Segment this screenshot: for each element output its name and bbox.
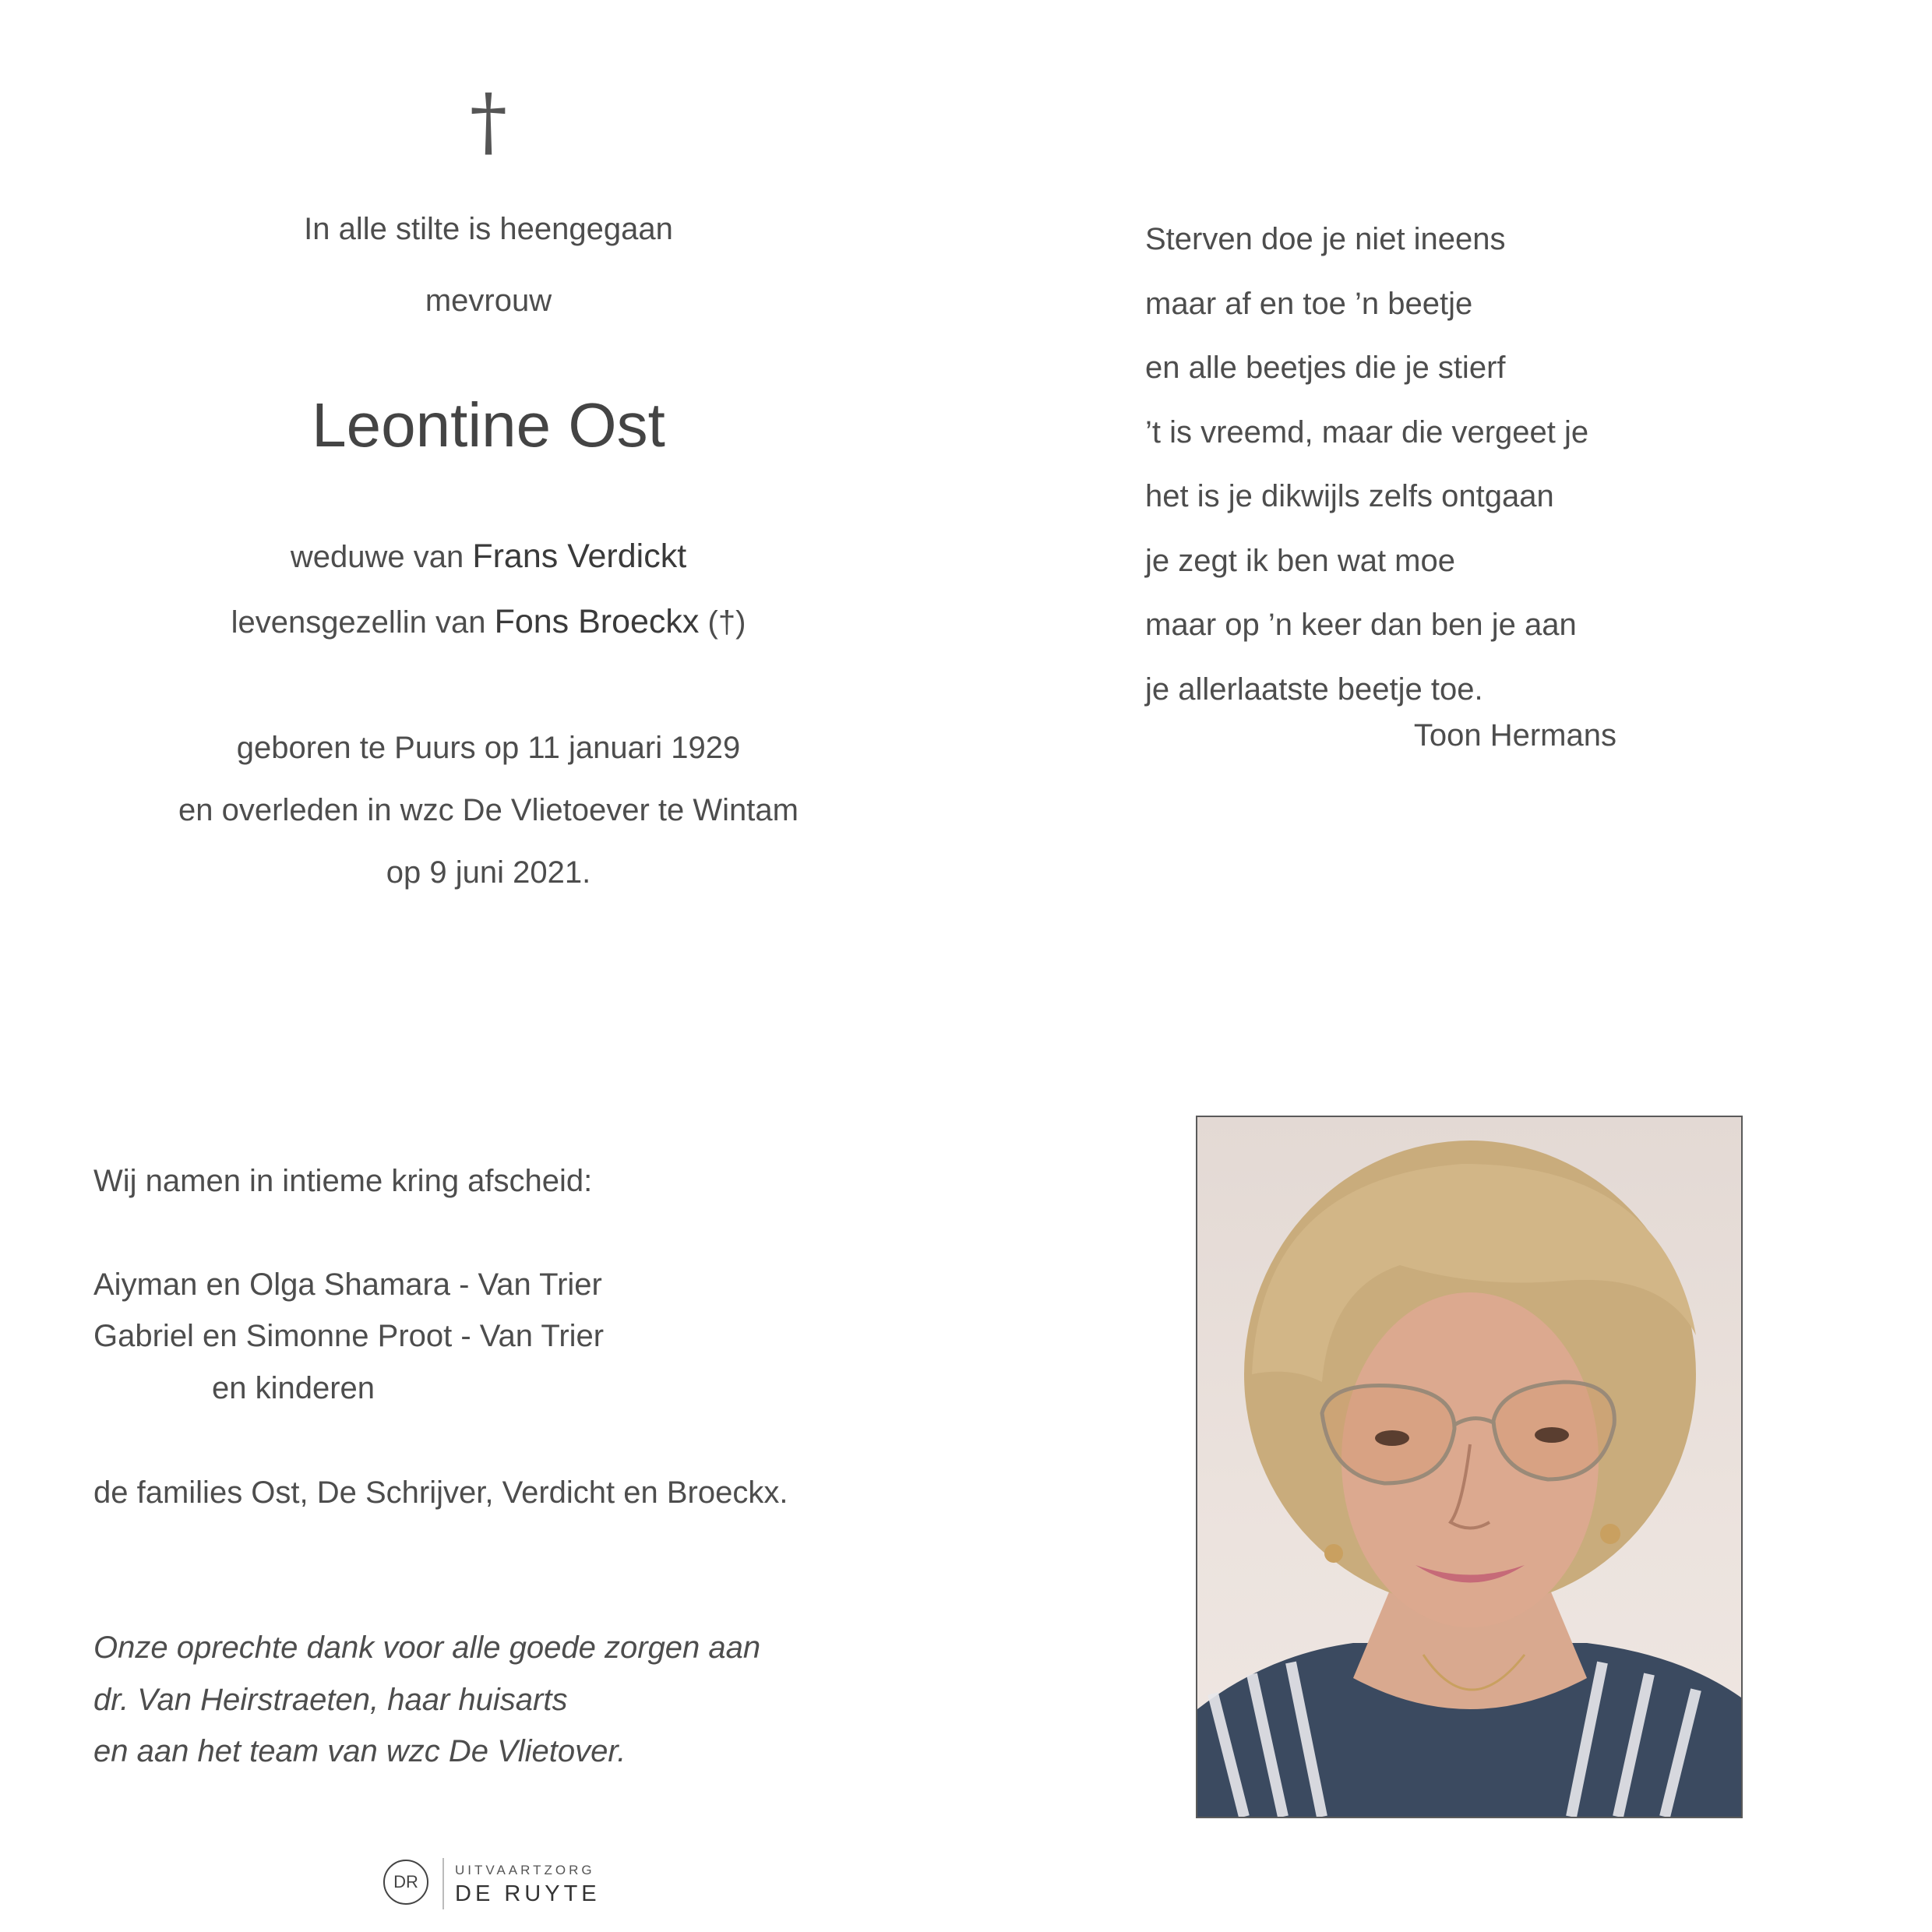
funeral-home-logo bbox=[382, 1858, 615, 1913]
intro-text: In alle stilte is heengegaan bbox=[304, 212, 673, 246]
poem bbox=[1145, 207, 1588, 721]
family-line-1: Aiyman en Olga Shamara - Van Trier bbox=[93, 1267, 602, 1302]
poem-line: je allerlaatste beetje toe. bbox=[1145, 672, 1483, 707]
thanks-line-1: Onze oprechte dank voor alle goede zorgen aan bbox=[93, 1631, 761, 1665]
born-line: geboren te Puurs op 11 januari 1929 bbox=[236, 731, 741, 765]
family-intro: Wij namen in intieme kring afscheid: bbox=[93, 1164, 593, 1198]
widow-line bbox=[99, 538, 878, 576]
thanks-line-3: en aan het team van wzc De Vlietover. bbox=[93, 1734, 626, 1768]
poem-line: ’t is vreemd, maar die vergeet je bbox=[1145, 414, 1589, 450]
died-line: en overleden in wzc De Vlietoever te Wintam bbox=[178, 793, 799, 827]
logo-divider bbox=[442, 1858, 444, 1909]
poem-author: Toon Hermans bbox=[1413, 718, 1616, 753]
poem-line: je zegt ik ben wat moe bbox=[1145, 543, 1455, 578]
poem-line: en alle beetjes die je stierf bbox=[1145, 351, 1506, 385]
logo-title: DE RUYTE bbox=[455, 1881, 601, 1906]
deceased-name: Leontine Ost bbox=[312, 390, 665, 460]
poem-line: het is je dikwijls zelfs ontgaan bbox=[1145, 479, 1554, 513]
poem-line: maar af en toe ’n beetje bbox=[1145, 286, 1473, 321]
widow-name: Frans Verdickt bbox=[472, 538, 687, 575]
thanks-line-2: dr. Van Heirstraeten, haar huisarts bbox=[93, 1683, 568, 1717]
cross-symbol: † bbox=[470, 78, 507, 165]
portrait-photo bbox=[1196, 1116, 1743, 1818]
partner-name: Fons Broeckx bbox=[494, 603, 700, 640]
portrait-illustration bbox=[1197, 1117, 1741, 1817]
widow-prefix: weduwe van bbox=[290, 540, 473, 574]
poem-line: maar op ’n keer dan ben je aan bbox=[1145, 608, 1577, 642]
families-line: de families Ost, De Schrijver, Verdicht en Broeckx. bbox=[93, 1475, 788, 1510]
died-date-line: op 9 juni 2021. bbox=[386, 855, 591, 890]
partner-suffix: (†) bbox=[699, 605, 746, 640]
logo-monogram: DR bbox=[393, 1872, 418, 1891]
title-word: mevrouw bbox=[425, 284, 552, 318]
partner-line bbox=[99, 603, 878, 641]
partner-prefix: levensgezellin van bbox=[231, 605, 495, 640]
family-line-2: Gabriel en Simonne Proot - Van Trier bbox=[93, 1319, 605, 1353]
logo-subtitle: UITVAARTZORG bbox=[455, 1863, 595, 1877]
family-line-3: en kinderen bbox=[212, 1371, 375, 1405]
poem-line: Sterven doe je niet ineens bbox=[1145, 222, 1506, 256]
